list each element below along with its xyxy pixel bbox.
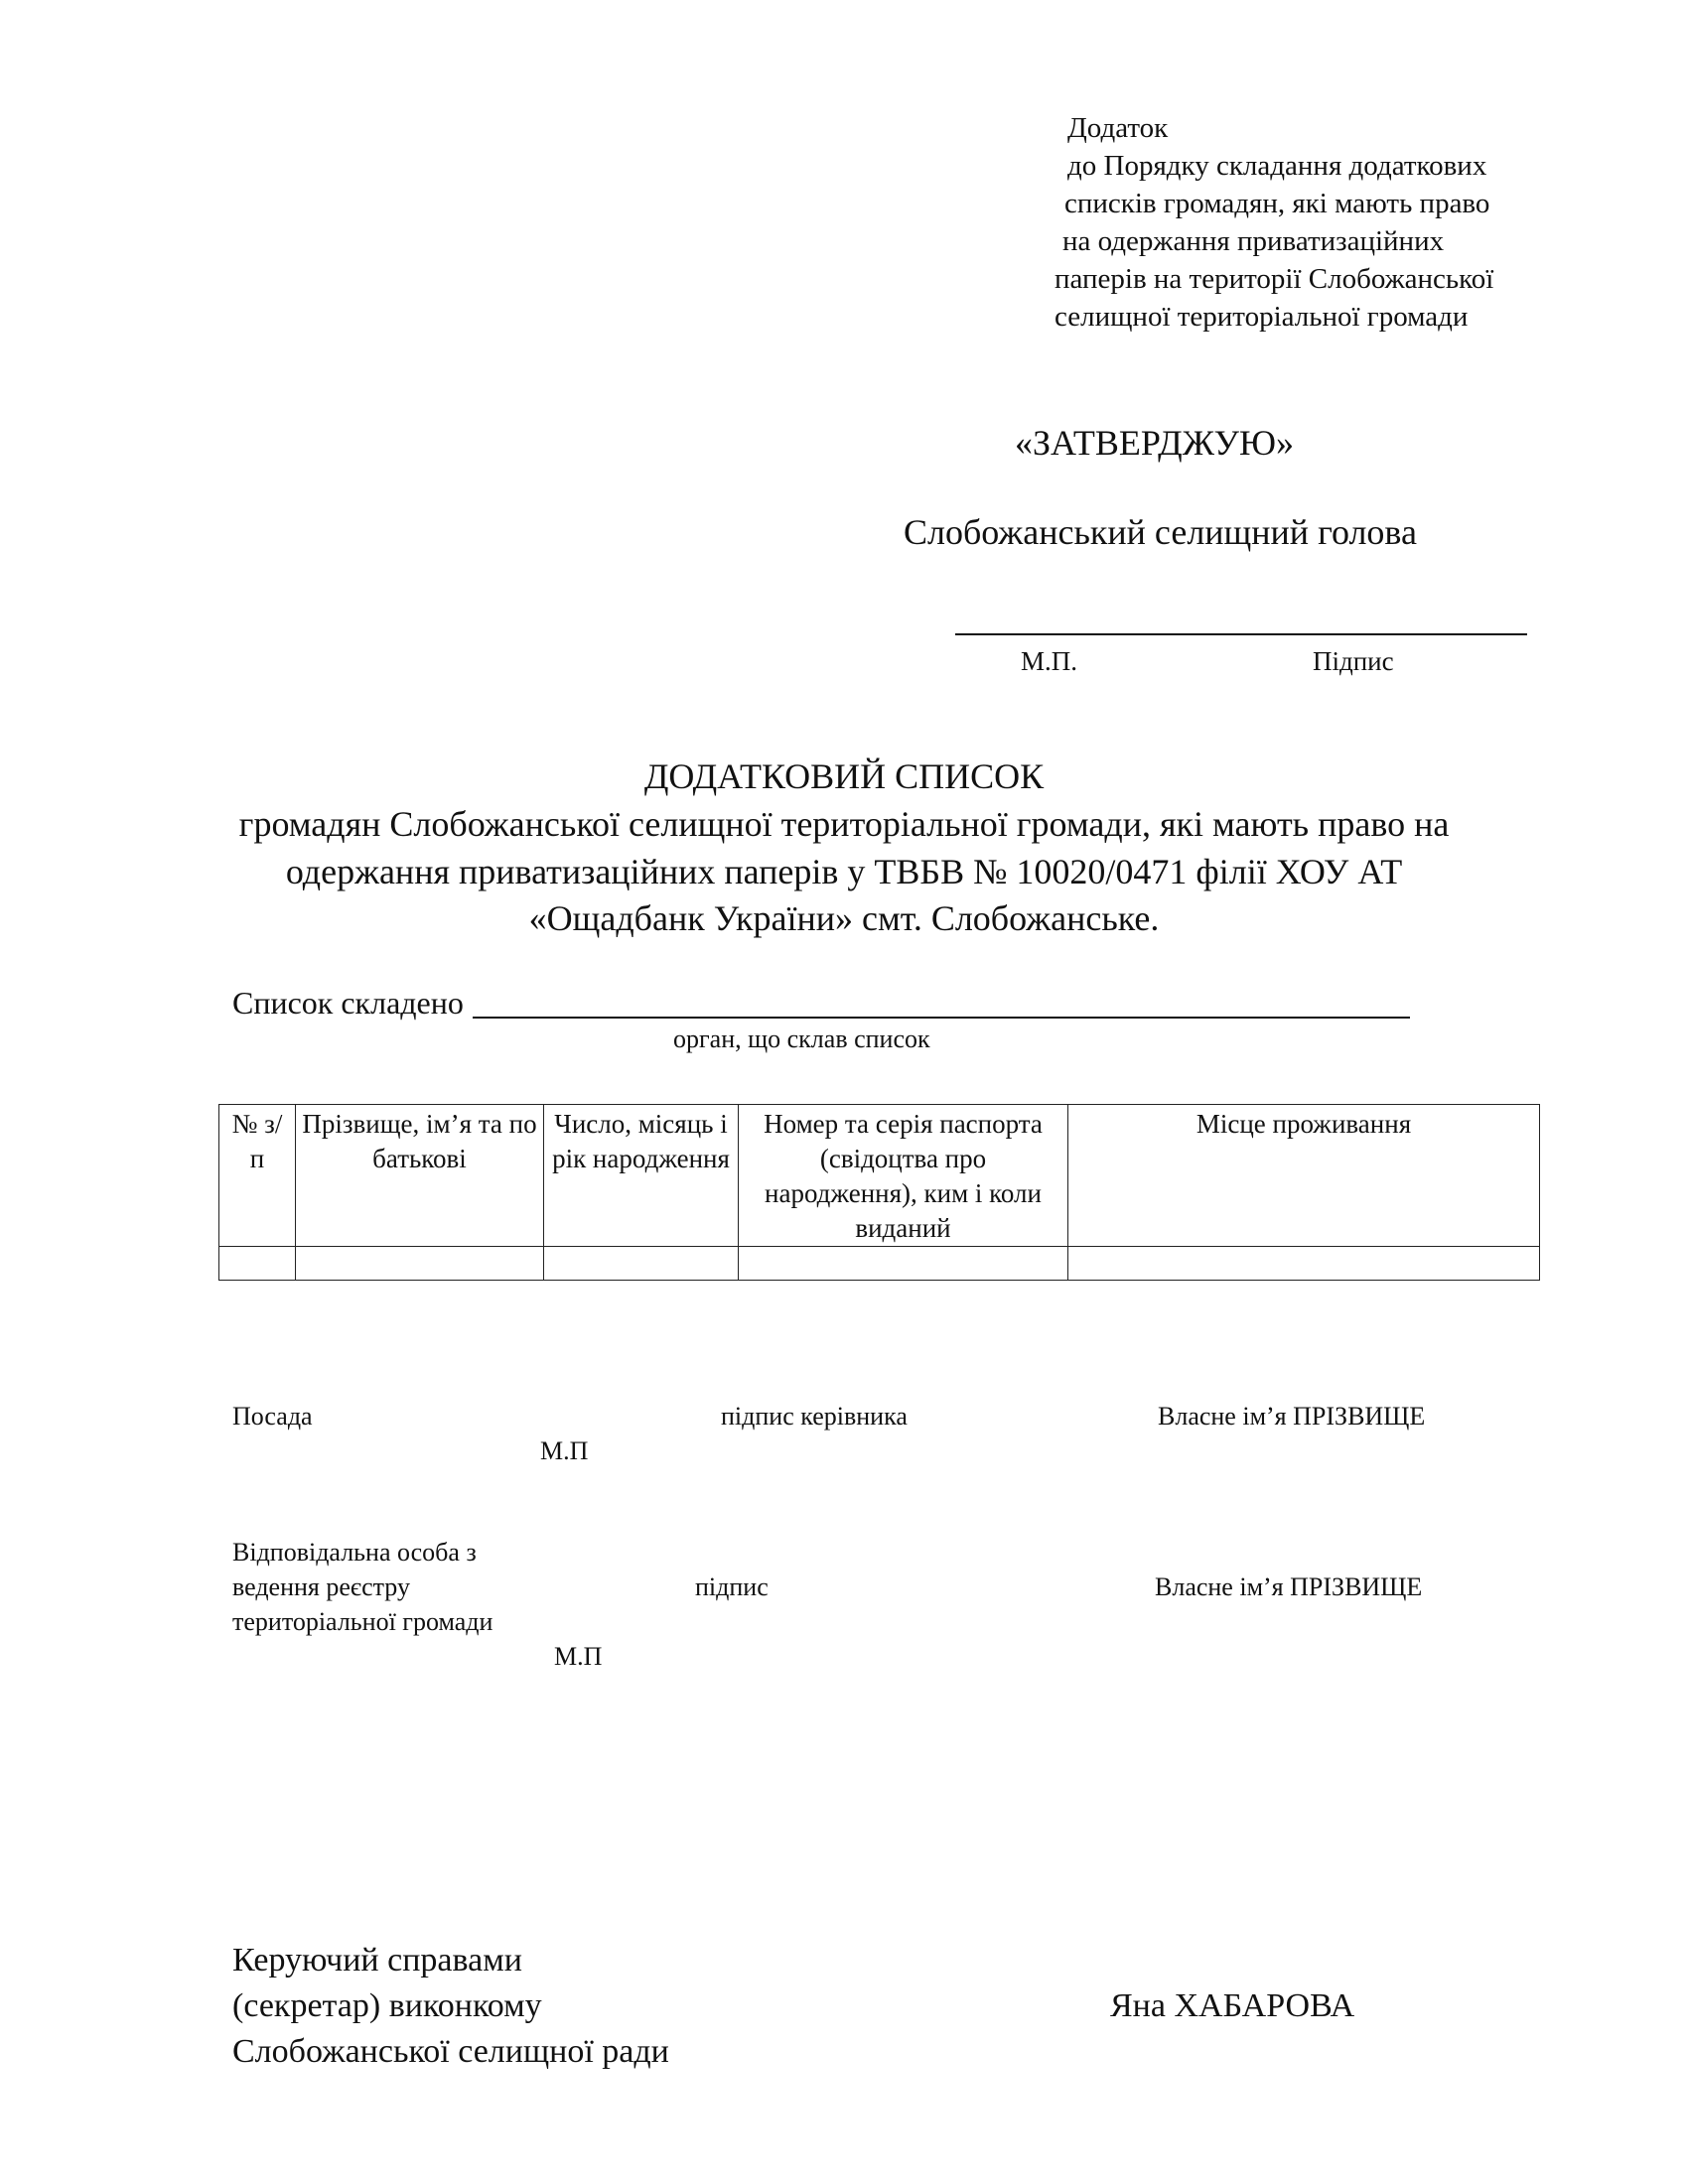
registrar-position-line: ведення реєстру: [232, 1572, 410, 1601]
appendix-line: списків громадян, які мають право: [1064, 188, 1490, 219]
final-position-line: Слобожанської селищної ради: [232, 2033, 669, 2070]
approval-heading: «ЗАТВЕРДЖУЮ»: [1015, 423, 1294, 463]
approval-seal-label: М.П.: [1021, 646, 1078, 676]
appendix-line: селищної територіальної громади: [1055, 301, 1469, 333]
table-cell: [1068, 1247, 1540, 1281]
title-line: одержання приватизаційних паперів у ТВБВ № 10020/0471 філії ХОУ АТ: [285, 852, 1403, 891]
appendix-line: паперів на території Слобожанської: [1055, 263, 1494, 295]
final-position-line: Керуючий справами: [232, 1942, 522, 1979]
column-header-full-name: Прізвище, ім’я та по батькові: [296, 1105, 544, 1247]
head-signature-label: підпис керівника: [721, 1402, 908, 1431]
column-header-passport: Номер та серія паспорта (свідоцтва про народження), ким і коли виданий: [739, 1105, 1068, 1247]
table-cell: [219, 1247, 296, 1281]
final-position-line: (секретар) виконкому: [232, 1987, 542, 2024]
table-header-row: [219, 1105, 1540, 1247]
table-row: [219, 1247, 1540, 1281]
approval-signature-line: [955, 633, 1527, 635]
registrar-seal-label: М.П: [554, 1642, 603, 1671]
appendix-line: Додаток: [1067, 112, 1169, 144]
registrar-signature-label: підпис: [695, 1572, 769, 1601]
column-header-birth-date: Число, місяць і рік народження: [544, 1105, 739, 1247]
approval-official: Слобожанський селищний голова: [904, 512, 1417, 552]
registrar-position-line: територіальної громади: [232, 1607, 493, 1636]
compiled-label: Список складено: [232, 985, 464, 1021]
table-cell: [296, 1247, 544, 1281]
registrar-position-line: Відповідальна особа з: [232, 1538, 477, 1567]
head-name-label: Власне ім’я ПРІЗВИЩЕ: [1158, 1402, 1426, 1431]
column-header-residence: Місце проживання: [1068, 1105, 1540, 1247]
compiled-underline: [473, 1017, 1410, 1019]
title-line: «Ощадбанк України» смт. Слобожанське.: [528, 898, 1160, 938]
column-header-number: № з/п: [219, 1105, 296, 1247]
title-line: громадян Слобожанської селищної територіальної громади, які мають право на: [238, 804, 1450, 844]
final-signatory-name: Яна ХАБАРОВА: [1110, 1987, 1355, 2024]
table-cell: [544, 1247, 739, 1281]
appendix-line: до Порядку складання додаткових: [1067, 150, 1487, 182]
head-position: Посада: [232, 1402, 313, 1431]
title-main: ДОДАТКОВИЙ СПИСОК: [643, 756, 1045, 796]
head-seal-label: М.П: [540, 1436, 589, 1465]
approval-signature-label: Підпис: [1313, 646, 1394, 676]
registrar-name-label: Власне ім’я ПРІЗВИЩЕ: [1155, 1572, 1423, 1601]
compiled-caption: орган, що склав список: [673, 1024, 930, 1053]
register-table: [218, 1104, 1540, 1281]
appendix-line: на одержання приватизаційних: [1062, 225, 1445, 257]
table-cell: [739, 1247, 1068, 1281]
